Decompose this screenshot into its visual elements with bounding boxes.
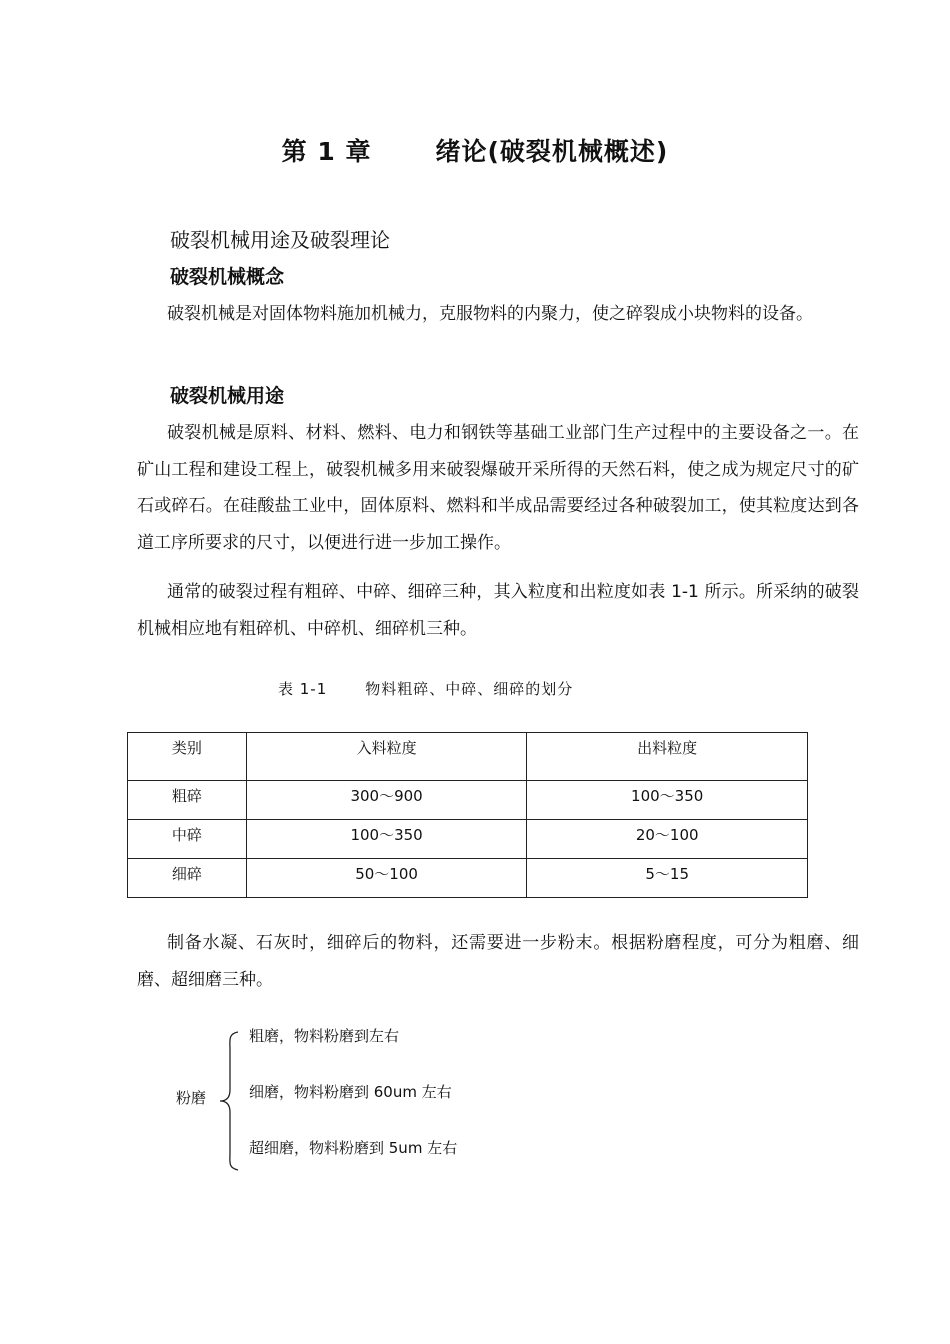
curly-brace-icon	[218, 1030, 242, 1172]
table-cell: 100～350	[246, 820, 527, 859]
section-heading: 破裂机械用途及破裂理论	[170, 228, 390, 252]
concept-heading: 破裂机械概念	[170, 266, 285, 288]
particle-size-table	[127, 732, 808, 898]
table-caption-number: 表 1-1	[278, 680, 328, 698]
concept-paragraph: 破裂机械是对固体物料施加机械力，克服物料的内聚力，使之碎裂成小块物料的设备。	[167, 304, 813, 324]
process-paragraph: 通常的破裂过程有粗碎、中碎、细碎三种，其入粒度和出粒度如表 1-1 所示。所采纳的破裂机械相应地有粗碎机、中碎机、细碎机三种。	[137, 582, 859, 639]
grinding-label: 粉磨	[176, 1089, 207, 1107]
chapter-title	[0, 132, 950, 168]
header-category: 类别	[128, 733, 247, 781]
grinding-item: 粗磨，物料粉磨到左右	[249, 1027, 400, 1045]
table-cell: 50～100	[246, 859, 527, 898]
grinding-item: 细磨，物料粉磨到 60um 左右	[249, 1083, 452, 1101]
chapter-number: 第 1 章	[281, 137, 372, 166]
table-row	[128, 859, 808, 898]
chapter-name: 绪论(破裂机械概述)	[435, 137, 669, 166]
table-cell: 5～15	[527, 859, 808, 898]
header-output-size: 出料粒度	[527, 733, 808, 781]
table-cell: 100～350	[527, 781, 808, 820]
grinding-item: 超细磨，物料粉磨到 5um 左右	[249, 1139, 458, 1157]
table-cell: 300～900	[246, 781, 527, 820]
usage-heading: 破裂机械用途	[170, 385, 285, 407]
usage-paragraph: 破裂机械是原料、材料、燃料、电力和钢铁等基础工业部门生产过程中的主要设备之一。在矿山工程和建设工程上，破裂机械多用来破裂爆破开采所得的天然石料，使之成为规定尺寸的矿石或碎石。在硅酸盐工业中，固体原料、燃料和半成品需要经过各种破裂加工，使其粒度达到各道工序所要求的尺寸，以便进行进一步加工操作。	[137, 423, 859, 553]
table-cell: 20～100	[527, 820, 808, 859]
table-header-row	[128, 733, 808, 781]
table-cell: 细碎	[128, 859, 247, 898]
table-caption-text: 物料粗碎、中碎、细碎的划分	[365, 680, 574, 698]
table-row	[128, 820, 808, 859]
table-cell: 粗碎	[128, 781, 247, 820]
table-cell: 中碎	[128, 820, 247, 859]
grinding-paragraph: 制备水凝、石灰时，细碎后的物料，还需要进一步粉末。根据粉磨程度，可分为粗磨、细磨、超细磨三种。	[137, 933, 859, 990]
header-input-size: 入料粒度	[246, 733, 527, 781]
table-row	[128, 781, 808, 820]
table-caption	[278, 678, 573, 699]
